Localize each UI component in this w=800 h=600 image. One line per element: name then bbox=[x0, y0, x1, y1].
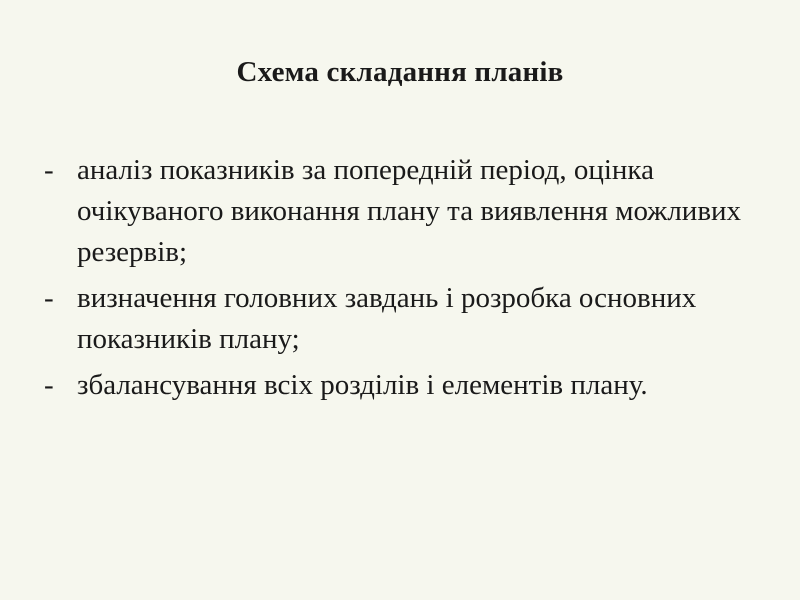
list-item-text: збалансування всіх розділів і елементів плану. bbox=[77, 369, 648, 401]
list-item bbox=[44, 365, 764, 406]
list-item-text: визначення головних завдань і розробка основних показників плану; bbox=[77, 282, 697, 355]
dash-marker: - bbox=[44, 154, 54, 186]
dash-marker: - bbox=[44, 282, 54, 314]
bullet-list bbox=[44, 150, 764, 411]
slide-title: Схема складання планів bbox=[236, 56, 564, 88]
list-item-text: аналіз показників за попередній період, оцінка очікуваного виконання плану та виявлення можливих резервів; bbox=[77, 154, 742, 268]
list-item bbox=[44, 278, 764, 360]
list-item bbox=[44, 150, 764, 273]
dash-marker: - bbox=[44, 369, 54, 401]
